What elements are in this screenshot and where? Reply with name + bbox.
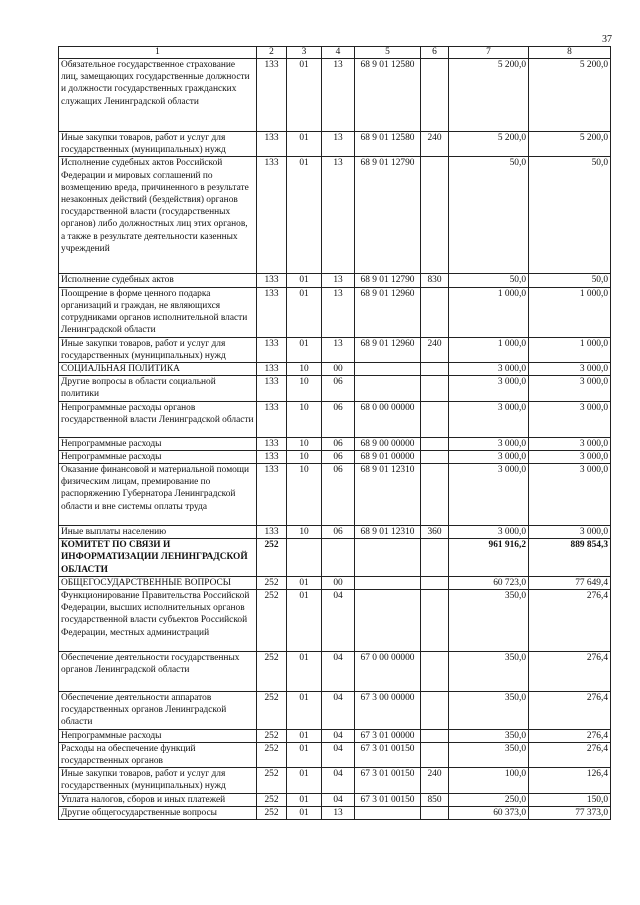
row-subsection: 13 bbox=[322, 287, 355, 337]
row-subsection: 13 bbox=[322, 157, 355, 274]
row-name: Исполнение судебных актов Российской Федерации и мировых соглашений по возмещению вреда, причиненного в результате незаконных действий (бездействия) органов государственной власти (государственных органов) либо должностных лиц этих органов, а также в результате деятельности казенных учреждений bbox=[59, 157, 257, 274]
table-row bbox=[59, 337, 611, 362]
row-amount-year2: 77 373,0 bbox=[529, 806, 611, 819]
row-amount-year2: 3 000,0 bbox=[529, 450, 611, 463]
row-amount-year2: 1 000,0 bbox=[529, 287, 611, 337]
row-amount-year2: 3 000,0 bbox=[529, 401, 611, 437]
row-name: Оказание финансовой и материальной помощи физическим лицам, премирование по распоряжению Губернатора Ленинградской области и вне системы оплаты труда bbox=[59, 464, 257, 526]
row-expense-type bbox=[421, 59, 449, 132]
row-target-article: 67 3 01 00150 bbox=[355, 742, 421, 767]
row-amount-year2: 1 000,0 bbox=[529, 337, 611, 362]
row-subsection: 04 bbox=[322, 729, 355, 742]
row-ved: 252 bbox=[257, 806, 287, 819]
row-amount-year2: 77 649,4 bbox=[529, 576, 611, 589]
row-expense-type: 850 bbox=[421, 793, 449, 806]
page-number: 37 bbox=[602, 34, 612, 45]
header-cell: 1 bbox=[59, 47, 257, 59]
table-row bbox=[59, 768, 611, 793]
row-amount-year1: 3 000,0 bbox=[449, 450, 529, 463]
row-expense-type: 360 bbox=[421, 526, 449, 539]
row-subsection bbox=[322, 539, 355, 577]
row-expense-type bbox=[421, 363, 449, 376]
row-name: Расходы на обеспечение функций государственных органов bbox=[59, 742, 257, 767]
row-expense-type: 240 bbox=[421, 132, 449, 157]
row-expense-type bbox=[421, 652, 449, 692]
row-ved: 252 bbox=[257, 590, 287, 652]
row-ved: 252 bbox=[257, 652, 287, 692]
table-row bbox=[59, 157, 611, 274]
table-row bbox=[59, 274, 611, 287]
table-row bbox=[59, 401, 611, 437]
header-row bbox=[59, 47, 611, 59]
row-ved: 133 bbox=[257, 59, 287, 132]
row-ved: 252 bbox=[257, 539, 287, 577]
row-amount-year1: 350,0 bbox=[449, 590, 529, 652]
row-section: 01 bbox=[287, 157, 322, 274]
row-amount-year2: 3 000,0 bbox=[529, 437, 611, 450]
row-name: Непрограммные расходы bbox=[59, 437, 257, 450]
row-section bbox=[287, 539, 322, 577]
table-row bbox=[59, 806, 611, 819]
row-subsection: 04 bbox=[322, 768, 355, 793]
header-cell: 6 bbox=[421, 47, 449, 59]
row-target-article: 67 3 01 00000 bbox=[355, 729, 421, 742]
row-expense-type bbox=[421, 401, 449, 437]
row-amount-year1: 3 000,0 bbox=[449, 437, 529, 450]
row-name: Обеспечение деятельности государственных органов Ленинградской области bbox=[59, 652, 257, 692]
row-amount-year1: 3 000,0 bbox=[449, 464, 529, 526]
row-amount-year1: 5 200,0 bbox=[449, 59, 529, 132]
row-subsection: 04 bbox=[322, 692, 355, 730]
table-row bbox=[59, 742, 611, 767]
row-target-article bbox=[355, 590, 421, 652]
row-section: 01 bbox=[287, 768, 322, 793]
header-cell: 8 bbox=[529, 47, 611, 59]
row-target-article: 68 9 01 12790 bbox=[355, 157, 421, 274]
row-amount-year2: 276,4 bbox=[529, 742, 611, 767]
row-name: Непрограммные расходы органов государственной власти Ленинградской области bbox=[59, 401, 257, 437]
row-amount-year2: 126,4 bbox=[529, 768, 611, 793]
row-name: Иные выплаты населению bbox=[59, 526, 257, 539]
header-cell: 7 bbox=[449, 47, 529, 59]
row-subsection: 13 bbox=[322, 132, 355, 157]
row-expense-type bbox=[421, 742, 449, 767]
row-ved: 133 bbox=[257, 401, 287, 437]
row-target-article bbox=[355, 806, 421, 819]
row-subsection: 13 bbox=[322, 806, 355, 819]
row-amount-year2: 276,4 bbox=[529, 692, 611, 730]
row-ved: 133 bbox=[257, 363, 287, 376]
row-expense-type bbox=[421, 539, 449, 577]
row-amount-year1: 3 000,0 bbox=[449, 526, 529, 539]
row-amount-year1: 60 723,0 bbox=[449, 576, 529, 589]
row-section: 01 bbox=[287, 59, 322, 132]
row-ved: 133 bbox=[257, 437, 287, 450]
row-amount-year1: 100,0 bbox=[449, 768, 529, 793]
row-name: Обеспечение деятельности аппаратов государственных органов Ленинградской области bbox=[59, 692, 257, 730]
row-amount-year1: 3 000,0 bbox=[449, 401, 529, 437]
row-target-article: 68 9 01 12580 bbox=[355, 59, 421, 132]
row-section: 10 bbox=[287, 526, 322, 539]
table-row bbox=[59, 287, 611, 337]
row-expense-type bbox=[421, 287, 449, 337]
row-amount-year1: 1 000,0 bbox=[449, 287, 529, 337]
row-section: 01 bbox=[287, 793, 322, 806]
row-name: Другие вопросы в области социальной политики bbox=[59, 376, 257, 401]
row-section: 10 bbox=[287, 401, 322, 437]
row-amount-year1: 3 000,0 bbox=[449, 376, 529, 401]
row-section: 01 bbox=[287, 590, 322, 652]
row-expense-type bbox=[421, 376, 449, 401]
row-expense-type bbox=[421, 450, 449, 463]
row-amount-year2: 889 854,3 bbox=[529, 539, 611, 577]
row-target-article: 68 9 01 12580 bbox=[355, 132, 421, 157]
row-name: Иные закупки товаров, работ и услуг для государственных (муниципальных) нужд bbox=[59, 132, 257, 157]
row-section: 10 bbox=[287, 376, 322, 401]
row-amount-year2: 3 000,0 bbox=[529, 376, 611, 401]
row-amount-year2: 3 000,0 bbox=[529, 464, 611, 526]
row-section: 10 bbox=[287, 437, 322, 450]
table-row bbox=[59, 59, 611, 132]
row-amount-year1: 350,0 bbox=[449, 742, 529, 767]
row-amount-year1: 350,0 bbox=[449, 729, 529, 742]
table-row bbox=[59, 692, 611, 730]
row-section: 01 bbox=[287, 576, 322, 589]
table-row bbox=[59, 539, 611, 577]
header-cell: 3 bbox=[287, 47, 322, 59]
row-target-article: 68 0 00 00000 bbox=[355, 401, 421, 437]
row-section: 01 bbox=[287, 692, 322, 730]
row-subsection: 06 bbox=[322, 376, 355, 401]
table-row bbox=[59, 590, 611, 652]
row-name: КОМИТЕТ ПО СВЯЗИ И ИНФОРМАТИЗАЦИИ ЛЕНИНГРАДСКОЙ ОБЛАСТИ bbox=[59, 539, 257, 577]
row-subsection: 06 bbox=[322, 401, 355, 437]
row-expense-type bbox=[421, 729, 449, 742]
row-ved: 133 bbox=[257, 526, 287, 539]
row-amount-year1: 50,0 bbox=[449, 274, 529, 287]
row-subsection: 00 bbox=[322, 363, 355, 376]
table-row bbox=[59, 437, 611, 450]
row-ved: 252 bbox=[257, 692, 287, 730]
row-name: Иные закупки товаров, работ и услуг для государственных (муниципальных) нужд bbox=[59, 337, 257, 362]
row-name: Непрограммные расходы bbox=[59, 729, 257, 742]
row-amount-year2: 5 200,0 bbox=[529, 59, 611, 132]
row-target-article: 68 9 00 00000 bbox=[355, 437, 421, 450]
row-subsection: 04 bbox=[322, 793, 355, 806]
table-row bbox=[59, 376, 611, 401]
row-expense-type bbox=[421, 576, 449, 589]
row-target-article: 67 0 00 00000 bbox=[355, 652, 421, 692]
row-name: Иные закупки товаров, работ и услуг для государственных (муниципальных) нужд bbox=[59, 768, 257, 793]
row-name: Непрограммные расходы bbox=[59, 450, 257, 463]
row-subsection: 04 bbox=[322, 652, 355, 692]
table-row bbox=[59, 652, 611, 692]
row-section: 01 bbox=[287, 274, 322, 287]
row-name: Поощрение в форме ценного подарка организаций и граждан, не являющихся сотрудниками органов исполнительной власти Ленинградской области bbox=[59, 287, 257, 337]
row-section: 01 bbox=[287, 287, 322, 337]
row-target-article: 67 3 00 00000 bbox=[355, 692, 421, 730]
row-expense-type: 240 bbox=[421, 337, 449, 362]
row-section: 10 bbox=[287, 450, 322, 463]
row-amount-year2: 3 000,0 bbox=[529, 363, 611, 376]
row-ved: 252 bbox=[257, 729, 287, 742]
row-section: 01 bbox=[287, 652, 322, 692]
row-subsection: 00 bbox=[322, 576, 355, 589]
row-ved: 133 bbox=[257, 450, 287, 463]
row-section: 01 bbox=[287, 806, 322, 819]
row-ved: 133 bbox=[257, 287, 287, 337]
row-expense-type bbox=[421, 692, 449, 730]
row-subsection: 06 bbox=[322, 437, 355, 450]
row-target-article: 68 9 01 12310 bbox=[355, 526, 421, 539]
row-target-article: 67 3 01 00150 bbox=[355, 793, 421, 806]
row-amount-year2: 3 000,0 bbox=[529, 526, 611, 539]
row-target-article bbox=[355, 363, 421, 376]
row-amount-year1: 350,0 bbox=[449, 652, 529, 692]
header-cell: 4 bbox=[322, 47, 355, 59]
row-section: 01 bbox=[287, 742, 322, 767]
row-name: Уплата налогов, сборов и иных платежей bbox=[59, 793, 257, 806]
row-subsection: 13 bbox=[322, 59, 355, 132]
table-row bbox=[59, 729, 611, 742]
row-expense-type bbox=[421, 464, 449, 526]
row-section: 10 bbox=[287, 464, 322, 526]
table-row bbox=[59, 793, 611, 806]
row-subsection: 13 bbox=[322, 337, 355, 362]
row-subsection: 04 bbox=[322, 742, 355, 767]
row-amount-year1: 50,0 bbox=[449, 157, 529, 274]
row-name: Функционирование Правительства Российской Федерации, высших исполнительных органов государственной власти субъектов Российской Федерации, местных администраций bbox=[59, 590, 257, 652]
row-ved: 252 bbox=[257, 768, 287, 793]
row-section: 01 bbox=[287, 132, 322, 157]
row-amount-year2: 276,4 bbox=[529, 590, 611, 652]
table-row bbox=[59, 576, 611, 589]
row-name: СОЦИАЛЬНАЯ ПОЛИТИКА bbox=[59, 363, 257, 376]
row-ved: 252 bbox=[257, 793, 287, 806]
row-ved: 133 bbox=[257, 157, 287, 274]
row-ved: 133 bbox=[257, 464, 287, 526]
row-expense-type: 830 bbox=[421, 274, 449, 287]
row-target-article bbox=[355, 576, 421, 589]
row-target-article: 68 9 01 12310 bbox=[355, 464, 421, 526]
row-expense-type bbox=[421, 157, 449, 274]
row-subsection: 06 bbox=[322, 450, 355, 463]
table-row bbox=[59, 464, 611, 526]
row-amount-year2: 50,0 bbox=[529, 157, 611, 274]
row-amount-year1: 5 200,0 bbox=[449, 132, 529, 157]
table-row bbox=[59, 450, 611, 463]
row-target-article bbox=[355, 376, 421, 401]
table-row bbox=[59, 363, 611, 376]
table-row bbox=[59, 526, 611, 539]
row-amount-year2: 276,4 bbox=[529, 729, 611, 742]
row-ved: 133 bbox=[257, 274, 287, 287]
row-amount-year2: 50,0 bbox=[529, 274, 611, 287]
table-row bbox=[59, 132, 611, 157]
row-name: Другие общегосударственные вопросы bbox=[59, 806, 257, 819]
row-section: 01 bbox=[287, 337, 322, 362]
row-ved: 133 bbox=[257, 376, 287, 401]
row-target-article: 68 9 01 12960 bbox=[355, 287, 421, 337]
row-amount-year1: 3 000,0 bbox=[449, 363, 529, 376]
header-cell: 5 bbox=[355, 47, 421, 59]
row-amount-year2: 5 200,0 bbox=[529, 132, 611, 157]
header-cell: 2 bbox=[257, 47, 287, 59]
row-subsection: 06 bbox=[322, 526, 355, 539]
row-amount-year2: 276,4 bbox=[529, 652, 611, 692]
row-amount-year1: 1 000,0 bbox=[449, 337, 529, 362]
row-ved: 133 bbox=[257, 337, 287, 362]
row-expense-type bbox=[421, 437, 449, 450]
row-subsection: 06 bbox=[322, 464, 355, 526]
row-expense-type bbox=[421, 590, 449, 652]
row-amount-year1: 250,0 bbox=[449, 793, 529, 806]
row-target-article bbox=[355, 539, 421, 577]
row-expense-type: 240 bbox=[421, 768, 449, 793]
row-name: ОБЩЕГОСУДАРСТВЕННЫЕ ВОПРОСЫ bbox=[59, 576, 257, 589]
row-section: 01 bbox=[287, 729, 322, 742]
budget-table bbox=[58, 46, 611, 820]
row-amount-year2: 150,0 bbox=[529, 793, 611, 806]
row-section: 10 bbox=[287, 363, 322, 376]
row-name: Обязательное государственное страхование лиц, замещающих государственные должности и должности государственных гражданских служащих Ленинградской области bbox=[59, 59, 257, 132]
row-amount-year1: 350,0 bbox=[449, 692, 529, 730]
row-amount-year1: 60 373,0 bbox=[449, 806, 529, 819]
row-name: Исполнение судебных актов bbox=[59, 274, 257, 287]
row-subsection: 04 bbox=[322, 590, 355, 652]
row-ved: 252 bbox=[257, 576, 287, 589]
row-ved: 133 bbox=[257, 132, 287, 157]
row-target-article: 67 3 01 00150 bbox=[355, 768, 421, 793]
row-target-article: 68 9 01 12960 bbox=[355, 337, 421, 362]
row-target-article: 68 9 01 12790 bbox=[355, 274, 421, 287]
row-ved: 252 bbox=[257, 742, 287, 767]
row-subsection: 13 bbox=[322, 274, 355, 287]
row-amount-year1: 961 916,2 bbox=[449, 539, 529, 577]
row-target-article: 68 9 01 00000 bbox=[355, 450, 421, 463]
row-expense-type bbox=[421, 806, 449, 819]
